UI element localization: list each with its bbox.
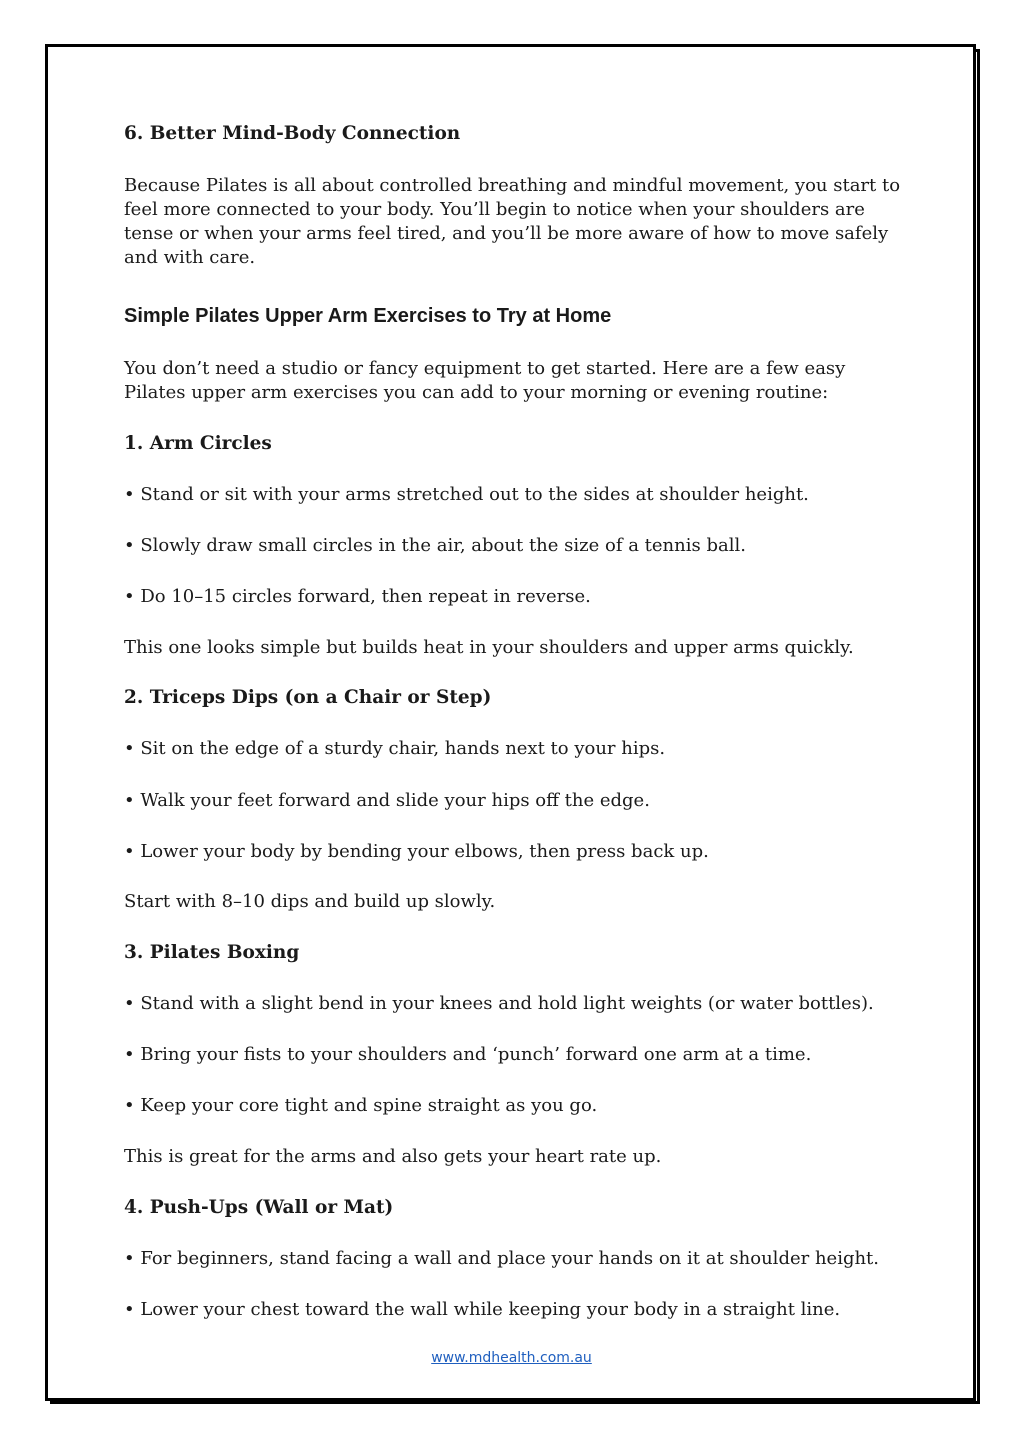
list-item: • Lower your body by bending your elbows, then press back up.: [124, 841, 709, 862]
list-item: • Slowly draw small circles in the air, about the size of a tennis ball.: [124, 535, 746, 556]
list-item: • Do 10–15 circles forward, then repeat in reverse.: [124, 586, 591, 607]
paragraph-boxing-note: This is great for the arms and also gets your heart rate up.: [124, 1146, 662, 1167]
heading-mind-body-connection: 6. Better Mind-Body Connection: [124, 123, 461, 144]
footer-website-link[interactable]: www.mdhealth.com.au: [431, 1350, 592, 1366]
list-item: • Keep your core tight and spine straight as you go.: [124, 1095, 598, 1116]
heading-push-ups: 4. Push-Ups (Wall or Mat): [124, 1197, 394, 1218]
section-title-exercises: Simple Pilates Upper Arm Exercises to Try at Home: [124, 305, 612, 327]
heading-pilates-boxing: 3. Pilates Boxing: [124, 942, 300, 963]
list-item: • Stand or sit with your arms stretched out to the sides at shoulder height.: [124, 484, 809, 505]
list-item: • Bring your fists to your shoulders and ‘punch’ forward one arm at a time.: [124, 1044, 812, 1065]
paragraph-arm-circles-note: This one looks simple but builds heat in your shoulders and upper arms quickly.: [124, 637, 854, 658]
list-item: • Lower your chest toward the wall while keeping your body in a straight line.: [124, 1299, 841, 1320]
list-item: • Sit on the edge of a sturdy chair, hands next to your hips.: [124, 738, 666, 759]
list-item: • Walk your feet forward and slide your hips off the edge.: [124, 790, 650, 811]
list-item: • Stand with a slight bend in your knees and hold light weights (or water bottles).: [124, 993, 874, 1014]
list-item: • For beginners, stand facing a wall and place your hands on it at shoulder height.: [124, 1248, 880, 1269]
heading-arm-circles: 1. Arm Circles: [124, 433, 272, 454]
paragraph-mind-body: Because Pilates is all about controlled breathing and mindful movement, you start to feel more connected to your body. You’ll begin to notice when your shoulders are tense or when your arms feel tired, and you’ll be more aware of how to move safely and with care.: [124, 175, 901, 268]
heading-triceps-dips: 2. Triceps Dips (on a Chair or Step): [124, 687, 492, 708]
paragraph-triceps-note: Start with 8–10 dips and build up slowly.: [124, 891, 496, 912]
paragraph-intro: You don’t need a studio or fancy equipment to get started. Here are a few easy Pilates upper arm exercises you can add to your morning or evening routine:: [124, 358, 846, 403]
